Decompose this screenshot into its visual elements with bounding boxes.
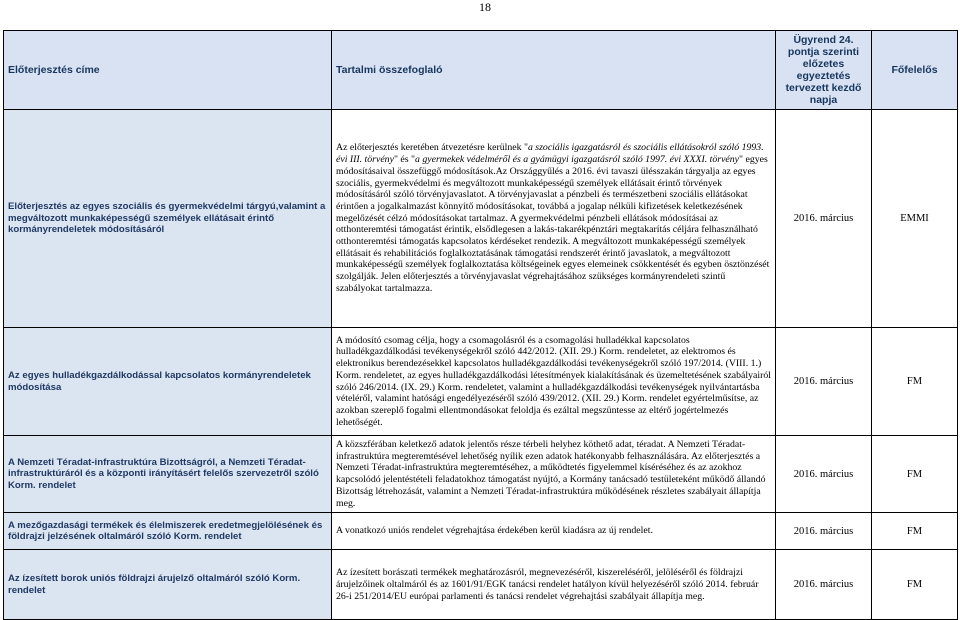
header-title: Előterjesztés címe <box>4 31 332 110</box>
table-row <box>4 436 958 513</box>
table-row <box>4 550 958 620</box>
table-row <box>4 110 958 328</box>
deadline-date: 2016. március <box>776 436 872 513</box>
proposal-summary: A módosító csomag célja, hogy a csomagolásról és a csomagolási hulladékkal kapcsolatos hulladékgazdálkodási tevékenységekről szóló 442/2012. (XII. 29.) Korm. rendeletet, az elektromos és elektronikus berendezésekkel kapcsolatos hulladékgazdálkodási tevékenységekről szóló 197/2014. (VIII. 1.) Korm. rendeletet, az egyes hulladékgazdálkodási létesítmények kialakításának és üzemeltetésének szabályairól szóló 246/2014. (IX. 29.) Korm. rendeletet, valamint a hulladékgazdálkodási tevékenységek nyilvántartásba vételéről, valamint hatósági engedélyezéséről szóló 439/2012. (XII. 29.) Korm. rendelet egyértelműsítse, az azokban szereplő fogalmi ellentmondásokat feloldja és ezáltal megszüntesse az eltérő jogértelmezés lehetőségét. <box>332 328 776 436</box>
agenda-table <box>3 30 958 620</box>
proposal-title: A Nemzeti Téradat-infrastruktúra Bizottságról, a Nemzeti Téradat-infrastruktúráról és a központi irányításért felelős szervezetről szóló Korm. rendelet <box>4 436 332 513</box>
proposal-summary: A közszférában keletkező adatok jelentős része térbeli helyhez köthető adat, téradat. A Nemzeti Téradat-infrastruktúra megteremtésével lehetőség nyílik ezen adatok hatékonyabb felhasználására. Az előterjesztés a Nemzeti Téradat-infrastruktúra megteremtéséhez, a működtetés figyelemmel kíséréséhez és az azokhoz kapcsolódó jelentéstételi feladatokhoz támogatást nyújtó, a Kormány tanácsadó testületeként működő állandó Bizottság létrehozását, valamint a Nemzeti Téradat-infrastruktúra működésének részletes szabályait állapítja meg. <box>332 436 776 513</box>
deadline-date: 2016. március <box>776 110 872 328</box>
deadline-date: 2016. március <box>776 550 872 620</box>
summary-text: " és " <box>393 154 415 166</box>
header-summary: Tartalmi összefoglaló <box>332 31 776 110</box>
proposal-title: Az ízesített borok uniós földrajzi árujelző oltalmáról szóló Korm. rendelet <box>4 550 332 620</box>
deadline-date: 2016. március <box>776 328 872 436</box>
table-row <box>4 328 958 436</box>
proposal-summary: Az ízesített borászati termékek meghatározásról, megnevezéséről, kiszereléséről, jelöléséről és földrajzi árujelzőinek oltalmáról és az 1601/91/EGK tanácsi rendelet hatályon kívül helyezéséről szóló 2014. február 26-i 251/2014/EU európai parlamenti és tanácsi rendelet végrehajtási szabályait állapítja meg. <box>332 550 776 620</box>
page-number: 18 <box>479 0 491 14</box>
header-deadline: Ügyrend 24. pontja szerinti előzetes egyeztetés tervezett kezdő napja <box>776 31 872 110</box>
deadline-date: 2016. március <box>776 513 872 550</box>
header-responsible: Főfelelős <box>872 31 958 110</box>
proposal-summary <box>332 110 776 328</box>
summary-law-reference: a szociális igazgatásról és szociális ellátásokról szóló 1993. évi III. törvény <box>336 142 764 166</box>
table-header-row <box>4 31 958 110</box>
summary-law-reference: a gyermekek védelméről és a gyámügyi igazgatásról szóló 1997. évi XXXI. törvény <box>415 154 740 166</box>
proposal-title: A mezőgazdasági termékek és élelmiszerek eredetmegjelölésének és földrajzi jelzésének oltalmáról szóló Korm. rendelet <box>4 513 332 550</box>
responsible-ministry: FM <box>872 550 958 620</box>
proposal-summary: A vonatkozó uniós rendelet végrehajtása érdekében kerül kiadásra az új rendelet. <box>332 513 776 550</box>
responsible-ministry: EMMI <box>872 110 958 328</box>
summary-text: Az előterjesztés keretében átvezetésre kerülnek " <box>336 142 528 154</box>
responsible-ministry: FM <box>872 328 958 436</box>
proposal-title: Az egyes hulladékgazdálkodással kapcsolatos kormányrendeletek módosítása <box>4 328 332 436</box>
proposal-title: Előterjesztés az egyes szociális és gyermekvédelmi tárgyú,valamint a megváltozott munkaképességű személyek ellátásait érintő kormányrendeletek módosításáról <box>4 110 332 328</box>
table-row <box>4 513 958 550</box>
summary-text: " egyes módosításaival összefüggő módosítások.Az Országgyűlés a 2016. évi tavaszi ülésszakán tárgyalja az egyes szociális, gyermekvédelmi és megváltozott munkaképességű személyek ellátásait érintő törvények módosításáról szóló törvényjavaslatot. A törvényjavaslat a pénzbeli és természetbeni szociális ellátásokat érintően a jogalkalmazást könnyítő módosításokat, továbbá a jogalap nélküli kifizetések keletkezésének megelőzését célzó módosításokat tartalmaz. A gyermekvédelmi pénzbeli ellátások módosításai az otthonteremtési támogatást érintik, elsődlegesen a lakás-takarékpénztári megtakarítás céljára felhasználható otthonteremtési támogatás kapcsolatos kérdéseket rendezik. A megváltozott munkaképességű személyek ellátásait és rehabilitációs foglalkoztatásának támogatási rendszerét érintő javaslatok, a megváltozott munkaképességű személyek foglalkoztatása költségeinek egyes elemeinek csökkentését és egyben ösztönzését szolgálják. Jelen előterjesztés a törvényjavaslat végrehajtásához szükséges kormányrendeleti szintű szabályokat tartalmazza. <box>336 154 770 294</box>
responsible-ministry: FM <box>872 513 958 550</box>
responsible-ministry: FM <box>872 436 958 513</box>
